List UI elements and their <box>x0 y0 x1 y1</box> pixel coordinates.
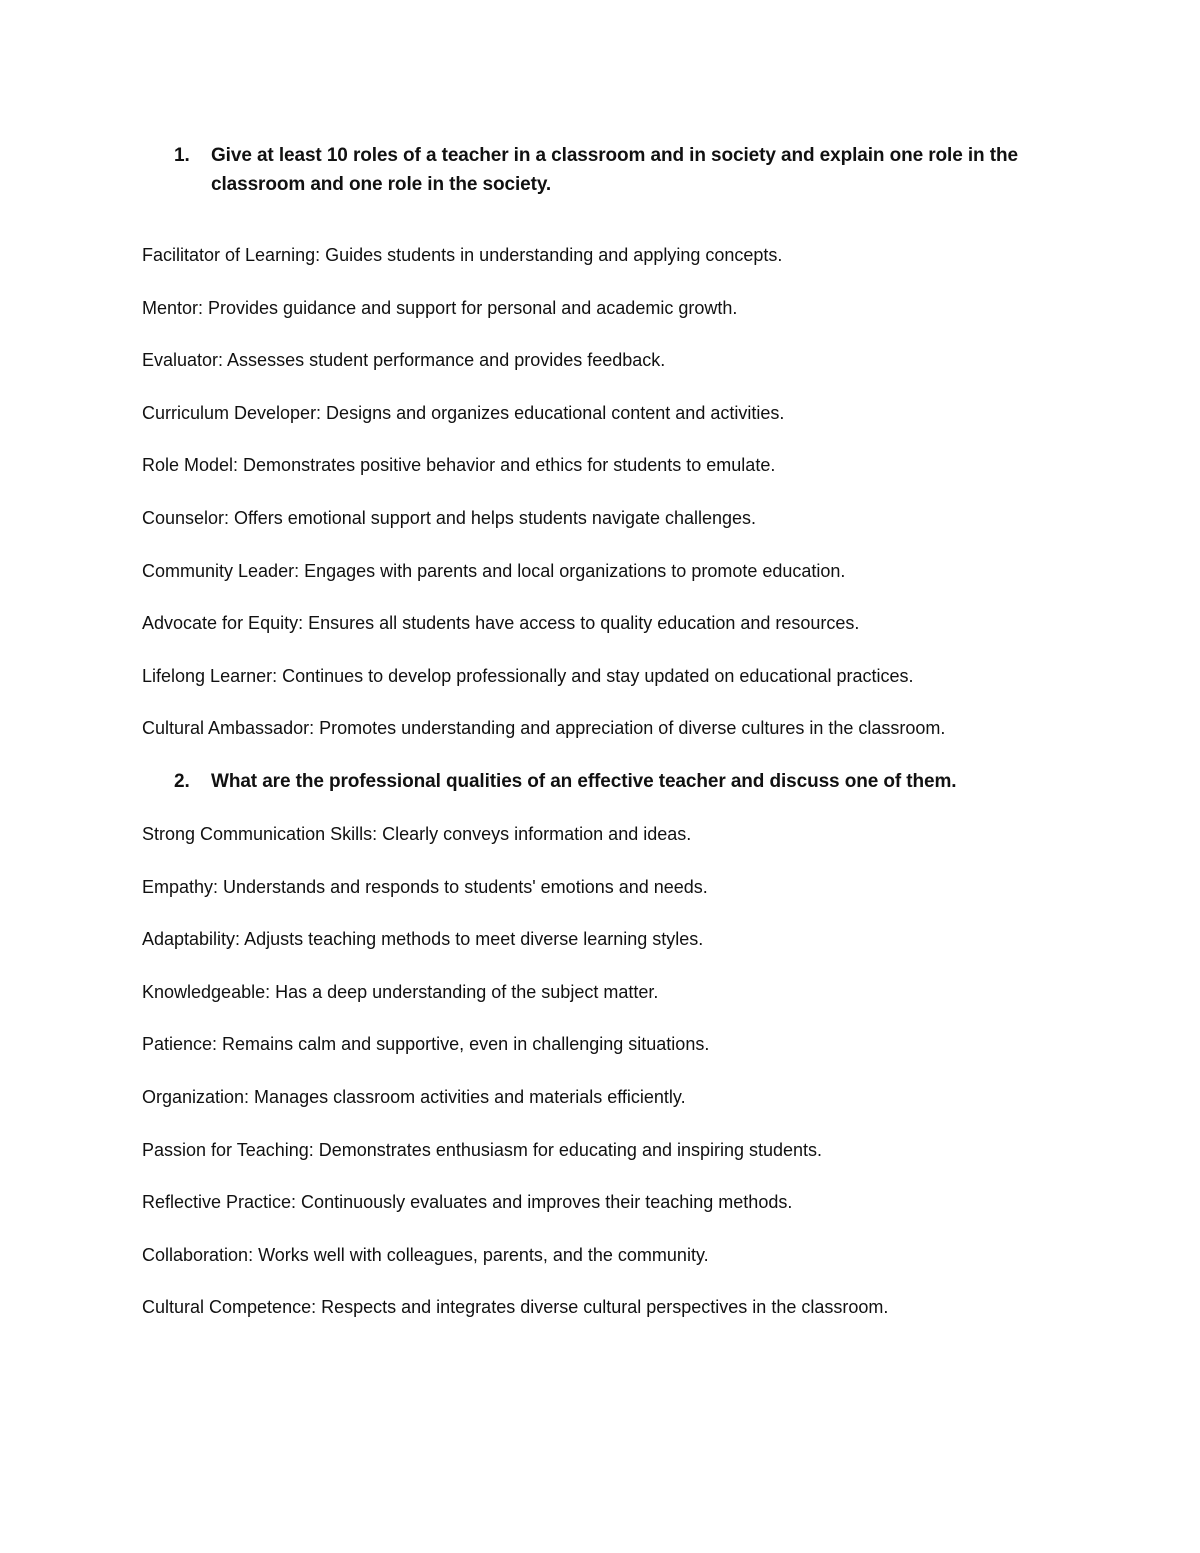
list-item: Counselor: Offers emotional support and helps students navigate challenges. <box>142 507 757 528</box>
list-item: Organization: Manages classroom activities and materials efficiently. <box>142 1086 686 1107</box>
list-item: Cultural Competence: Respects and integrates diverse cultural perspectives in the classroom. <box>142 1297 889 1318</box>
question-text: Give at least 10 roles of a teacher in a classroom and in society and explain one role in the classroom and one role in the society. <box>211 145 1018 195</box>
question-2-heading <box>174 767 1054 796</box>
question-1-heading <box>174 141 1054 199</box>
question-number: 2. <box>174 771 190 792</box>
list-item: Collaboration: Works well with colleagues, parents, and the community. <box>142 1244 709 1265</box>
list-item: Reflective Practice: Continuously evaluates and improves their teaching methods. <box>142 1192 793 1213</box>
list-item: Adaptability: Adjusts teaching methods to meet diverse learning styles. <box>142 929 704 950</box>
list-item: Advocate for Equity: Ensures all students have access to quality education and resources. <box>142 613 860 634</box>
list-item: Evaluator: Assesses student performance and provides feedback. <box>142 350 666 371</box>
list-item: Lifelong Learner: Continues to develop professionally and stay updated on educational practices. <box>142 665 914 686</box>
list-item: Curriculum Developer: Designs and organizes educational content and activities. <box>142 402 785 423</box>
list-item: Passion for Teaching: Demonstrates enthusiasm for educating and inspiring students. <box>142 1139 823 1160</box>
list-item: Cultural Ambassador: Promotes understanding and appreciation of diverse cultures in the classroom. <box>142 718 946 739</box>
question-text: What are the professional qualities of an effective teacher and discuss one of them. <box>211 771 957 792</box>
list-item: Knowledgeable: Has a deep understanding of the subject matter. <box>142 981 659 1002</box>
list-item: Patience: Remains calm and supportive, even in challenging situations. <box>142 1034 710 1055</box>
teacher-qualities-list <box>142 822 1142 1348</box>
list-item: Community Leader: Engages with parents and local organizations to promote education. <box>142 560 846 581</box>
list-item: Empathy: Understands and responds to students' emotions and needs. <box>142 876 708 897</box>
list-item: Facilitator of Learning: Guides students in understanding and applying concepts. <box>142 245 783 265</box>
list-item: Strong Communication Skills: Clearly conveys information and ideas. <box>142 824 692 844</box>
teacher-roles-list <box>142 243 1142 769</box>
list-item: Role Model: Demonstrates positive behavior and ethics for students to emulate. <box>142 455 776 476</box>
question-number: 1. <box>174 145 190 166</box>
list-item: Mentor: Provides guidance and support for personal and academic growth. <box>142 297 738 318</box>
